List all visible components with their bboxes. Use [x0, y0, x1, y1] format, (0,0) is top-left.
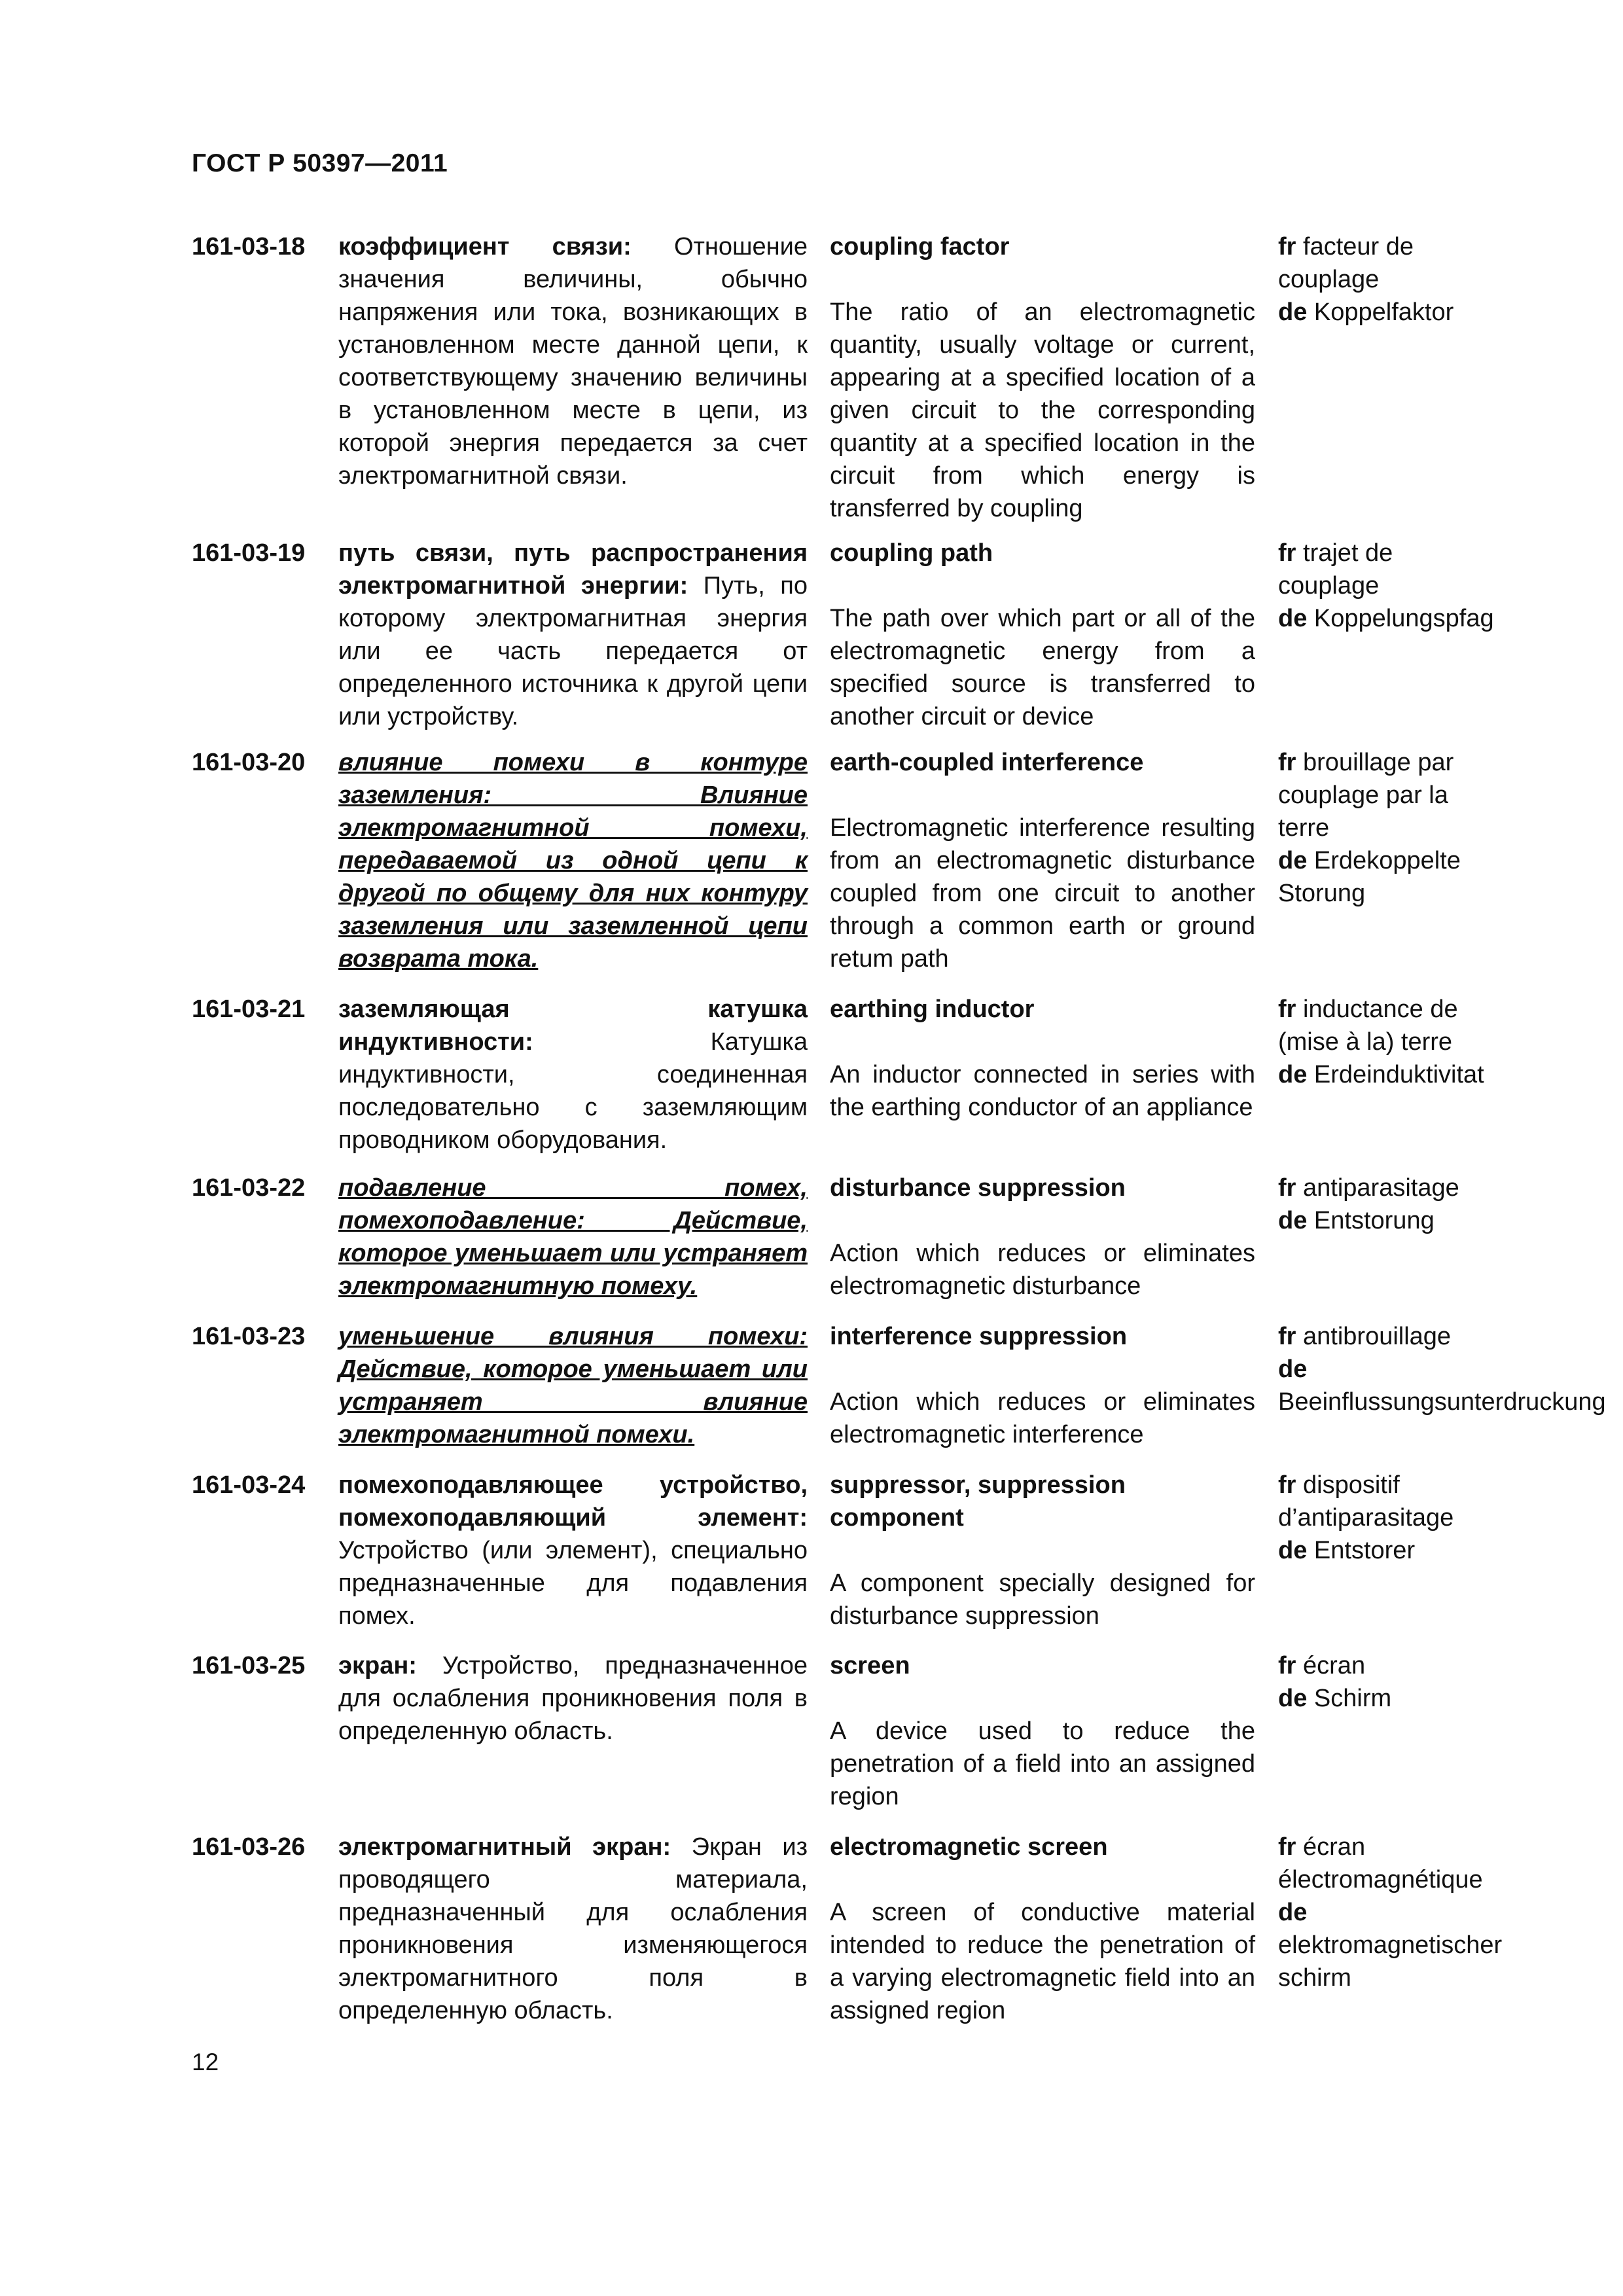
en-text: The ratio of an electromagnetic quantity, usually voltage or current, appearing at a specified location of a given circuit to the corresponding quantity at a specified location in the circuit from which energy is transferred by coupling [830, 298, 1255, 522]
term-number: 161-03-26 [192, 1833, 306, 1861]
ru-term: коэффициент связи: [338, 233, 632, 260]
ru-term: экран: [338, 1652, 417, 1679]
term-number: 161-03-20 [192, 749, 306, 776]
fr-translation: fr brouillage par couplage par la terre [1278, 749, 1454, 842]
ru-definition [338, 993, 808, 1157]
ru-text: Устройство, предназначенное для ослабления проникновения поля в определенную область. [338, 1652, 808, 1745]
en-definition [830, 1831, 1255, 2027]
de-translation: de Koppelungspfag [1278, 605, 1494, 632]
ru-definition [338, 537, 808, 733]
ru-text: Путь, по которому электромагнитная энергия или ее часть передается от определенного источника к другой цепи или устройству. [338, 572, 808, 730]
en-definition [830, 1172, 1255, 1302]
ru-definition [338, 230, 808, 492]
ru-definition [338, 1172, 808, 1302]
en-term: suppressor, suppression component [830, 1471, 1126, 1532]
en-definition [830, 993, 1255, 1124]
en-term: electromagnetic screen [830, 1833, 1108, 1861]
ru-term: заземляющая катушка индуктивности: [338, 996, 808, 1056]
en-definition [830, 537, 1255, 733]
en-text: The path over which part or all of the electromagnetic energy from a specified source is transferred to another circuit or device [830, 605, 1255, 730]
en-text: Action which reduces or eliminates electromagnetic disturbance [830, 1240, 1255, 1300]
term-number: 161-03-23 [192, 1323, 306, 1350]
fr-translation: fr écran [1278, 1652, 1366, 1679]
page-number: 12 [192, 2049, 219, 2075]
fr-translation: fr dispositif d’antiparasitage [1278, 1471, 1454, 1532]
translations [1278, 1469, 1501, 1567]
term-number: 161-03-21 [192, 996, 306, 1023]
de-translation: de elektromagnetischer schirm [1278, 1899, 1503, 1992]
en-definition [830, 1649, 1255, 1813]
en-definition [830, 1320, 1255, 1451]
translations [1278, 1831, 1501, 1994]
ru-term: электромагнитный экран: [338, 1833, 671, 1861]
en-term: earthing inductor [830, 996, 1035, 1023]
translations [1278, 1320, 1606, 1418]
ru-text: Отношение значения величины, обычно напряжения или тока, возникающих в установленном месте данной цепи, к соответствующему значению величины в установленном месте в цепи, из которой энергия передается за счет электромагнитной связи. [338, 233, 808, 490]
en-text: A device used to reduce the penetration of a field into an assigned region [830, 1717, 1255, 1810]
de-translation: de Entstorer [1278, 1537, 1416, 1564]
de-translation: de Schirm [1278, 1685, 1392, 1712]
en-term: earth-coupled interference [830, 749, 1144, 776]
de-translation: de Koppelfaktor [1278, 298, 1454, 326]
translations [1278, 1649, 1501, 1715]
term-number: 161-03-25 [192, 1652, 306, 1679]
en-term: disturbance suppression [830, 1174, 1126, 1202]
term-number: 161-03-22 [192, 1174, 306, 1202]
de-translation: de Beeinflussungsunterdruckung [1278, 1355, 1606, 1416]
en-text: A component specially designed for disturbance suppression [830, 1570, 1255, 1630]
ru-text: Экран из проводящего материала, предназначенный для ослабления проникновения изменяющегося электромагнитного поля в определенную область. [338, 1833, 808, 2024]
en-definition [830, 230, 1255, 525]
en-definition [830, 1469, 1255, 1632]
de-translation: de Erdekoppelte Storung [1278, 847, 1461, 907]
en-text: An inductor connected in series with the earthing conductor of an appliance [830, 1061, 1255, 1121]
ru-term: помехоподавляющее устройство, помехоподавляющий элемент: [338, 1471, 808, 1532]
en-text: A screen of conductive material intended to reduce the penetration of a varying electromagnetic field into an assigned region [830, 1899, 1255, 2024]
en-definition [830, 746, 1255, 975]
translations [1278, 537, 1501, 635]
ru-definition [338, 746, 808, 975]
ru-definition [338, 1469, 808, 1632]
fr-translation: fr trajet de couplage [1278, 539, 1393, 600]
ru-text-underlined: подавление помех, помехоподавление: Действие, которое уменьшает или устраняет электромагнитную помеху. [338, 1174, 808, 1300]
en-text: Action which reduces or eliminates electromagnetic interference [830, 1388, 1255, 1448]
term-number: 161-03-19 [192, 539, 306, 567]
en-term: coupling factor [830, 233, 1010, 260]
en-text: Electromagnetic interference resulting from an electromagnetic disturbance coupled from one circuit to another through a common earth or ground retum path [830, 814, 1255, 973]
translations [1278, 230, 1501, 329]
translations [1278, 746, 1501, 910]
fr-translation: fr inductance de (mise à la) terre [1278, 996, 1458, 1056]
de-translation: de Erdeinduktivitat [1278, 1061, 1484, 1088]
ru-text: Катушка индуктивности, соединенная последовательно с заземляющим проводником оборудования. [338, 1028, 808, 1154]
fr-translation: fr facteur de couplage [1278, 233, 1414, 293]
standard-header: ГОСТ Р 50397—2011 [192, 149, 448, 177]
ru-text: Устройство (или элемент), специально предназначенные для подавления помех. [338, 1537, 808, 1630]
ru-definition [338, 1831, 808, 2027]
fr-translation: fr antiparasitage [1278, 1174, 1459, 1202]
fr-translation: fr écran électromagnétique [1278, 1833, 1483, 1893]
ru-definition [338, 1649, 808, 1748]
en-term: interference suppression [830, 1323, 1128, 1350]
ru-term: путь связи, путь распространения электромагнитной энергии: [338, 539, 808, 600]
de-translation: de Entstorung [1278, 1207, 1435, 1234]
translations [1278, 1172, 1501, 1237]
translations [1278, 993, 1501, 1091]
fr-translation: fr antibrouillage [1278, 1323, 1452, 1350]
ru-definition [338, 1320, 808, 1451]
en-term: coupling path [830, 539, 993, 567]
ru-text-underlined: влияние помехи в контуре заземления: Влияние электромагнитной помехи, передаваемой из одной цепи к другой по общему для них контуру заземления или заземленной цепи возврата тока. [338, 749, 808, 973]
term-number: 161-03-18 [192, 233, 306, 260]
en-term: screen [830, 1652, 910, 1679]
ru-text-underlined: уменьшение влияния помехи: Действие, которое уменьшает или устраняет влияние электромагнитной помехи. [338, 1323, 808, 1448]
term-number: 161-03-24 [192, 1471, 306, 1499]
